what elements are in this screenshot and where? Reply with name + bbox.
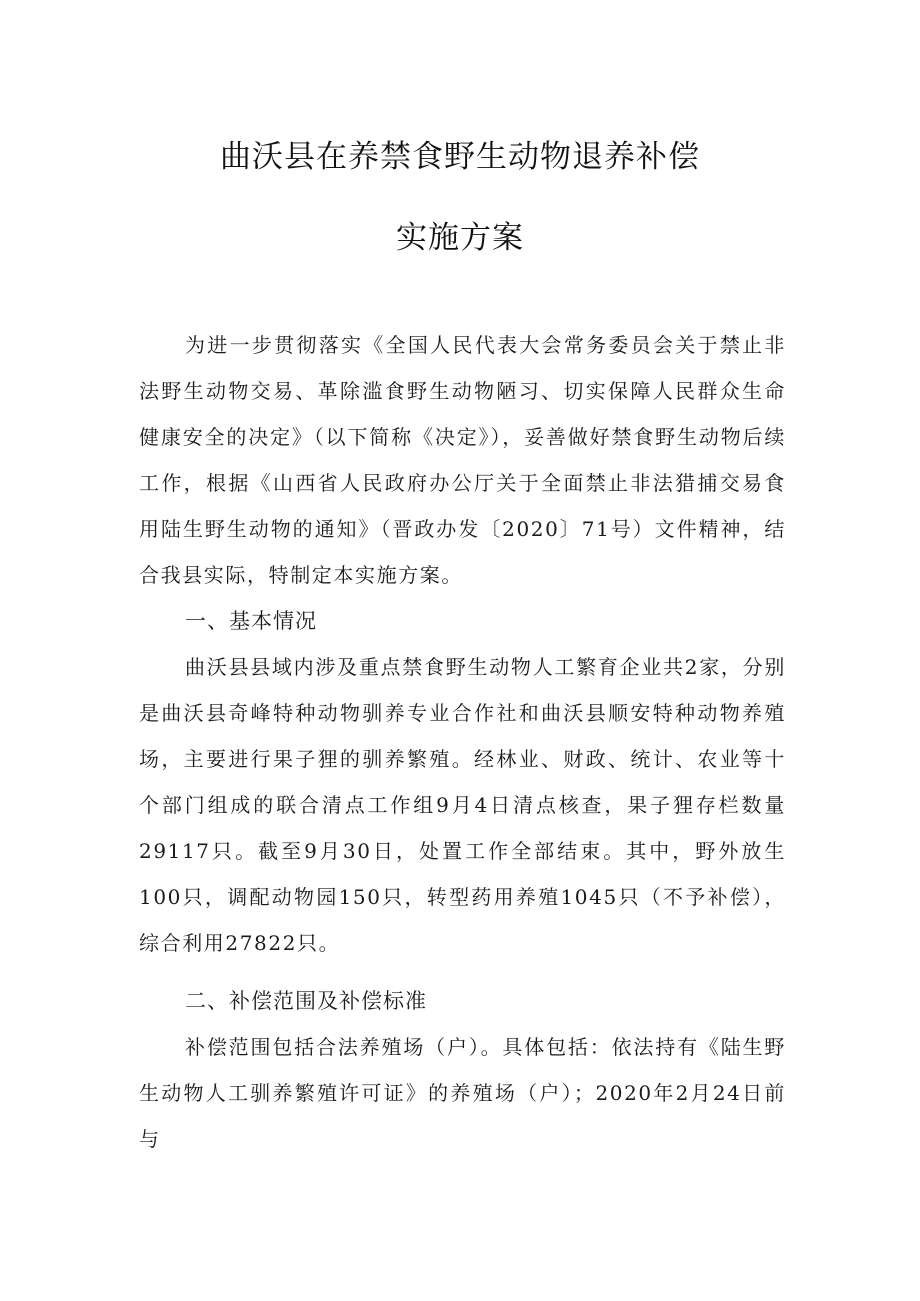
- section-1-heading: 一、基本情况: [185, 609, 317, 633]
- document-title-line-2: 实施方案: [396, 220, 524, 256]
- section-2-paragraph: 补偿范围包括合法养殖场（户）。具体包括：依法持有《陆生野生动物人工驯养繁殖许可证》的养殖场（户）；2020年2月24日前与: [139, 1035, 786, 1151]
- document-body: [139, 322, 786, 1162]
- section-2-heading: 二、补偿范围及补偿标准: [185, 989, 427, 1013]
- document-title-line-1: 曲沃县在养禁食野生动物退养补偿: [220, 139, 700, 175]
- section-1-paragraph: 曲沃县县域内涉及重点禁食野生动物人工繁育企业共2家，分别是曲沃县奇峰特种动物驯养专业合作社和曲沃县顺安特种动物养殖场，主要进行果子狸的驯养繁殖。经林业、财政、统计、农业等十个部门组成的联合清点工作组9月4日清点核查，果子狸存栏数量29117只。截至9月30日，处置工作全部结束。其中，野外放生100只，调配动物园150只，转型药用养殖1045只（不予补偿），综合利用27822只。: [139, 655, 786, 955]
- intro-paragraph: 为进一步贯彻落实《全国人民代表大会常务委员会关于禁止非法野生动物交易、革除滥食野生动物陋习、切实保障人民群众生命健康安全的决定》（以下简称《决定》），妥善做好禁食野生动物后续工作，根据《山西省人民政府办公厅关于全面禁止非法猎捕交易食用陆生野生动物的通知》（晋政办发〔2020〕71号）文件精神，结合我县实际，特制定本实施方案。: [139, 333, 786, 587]
